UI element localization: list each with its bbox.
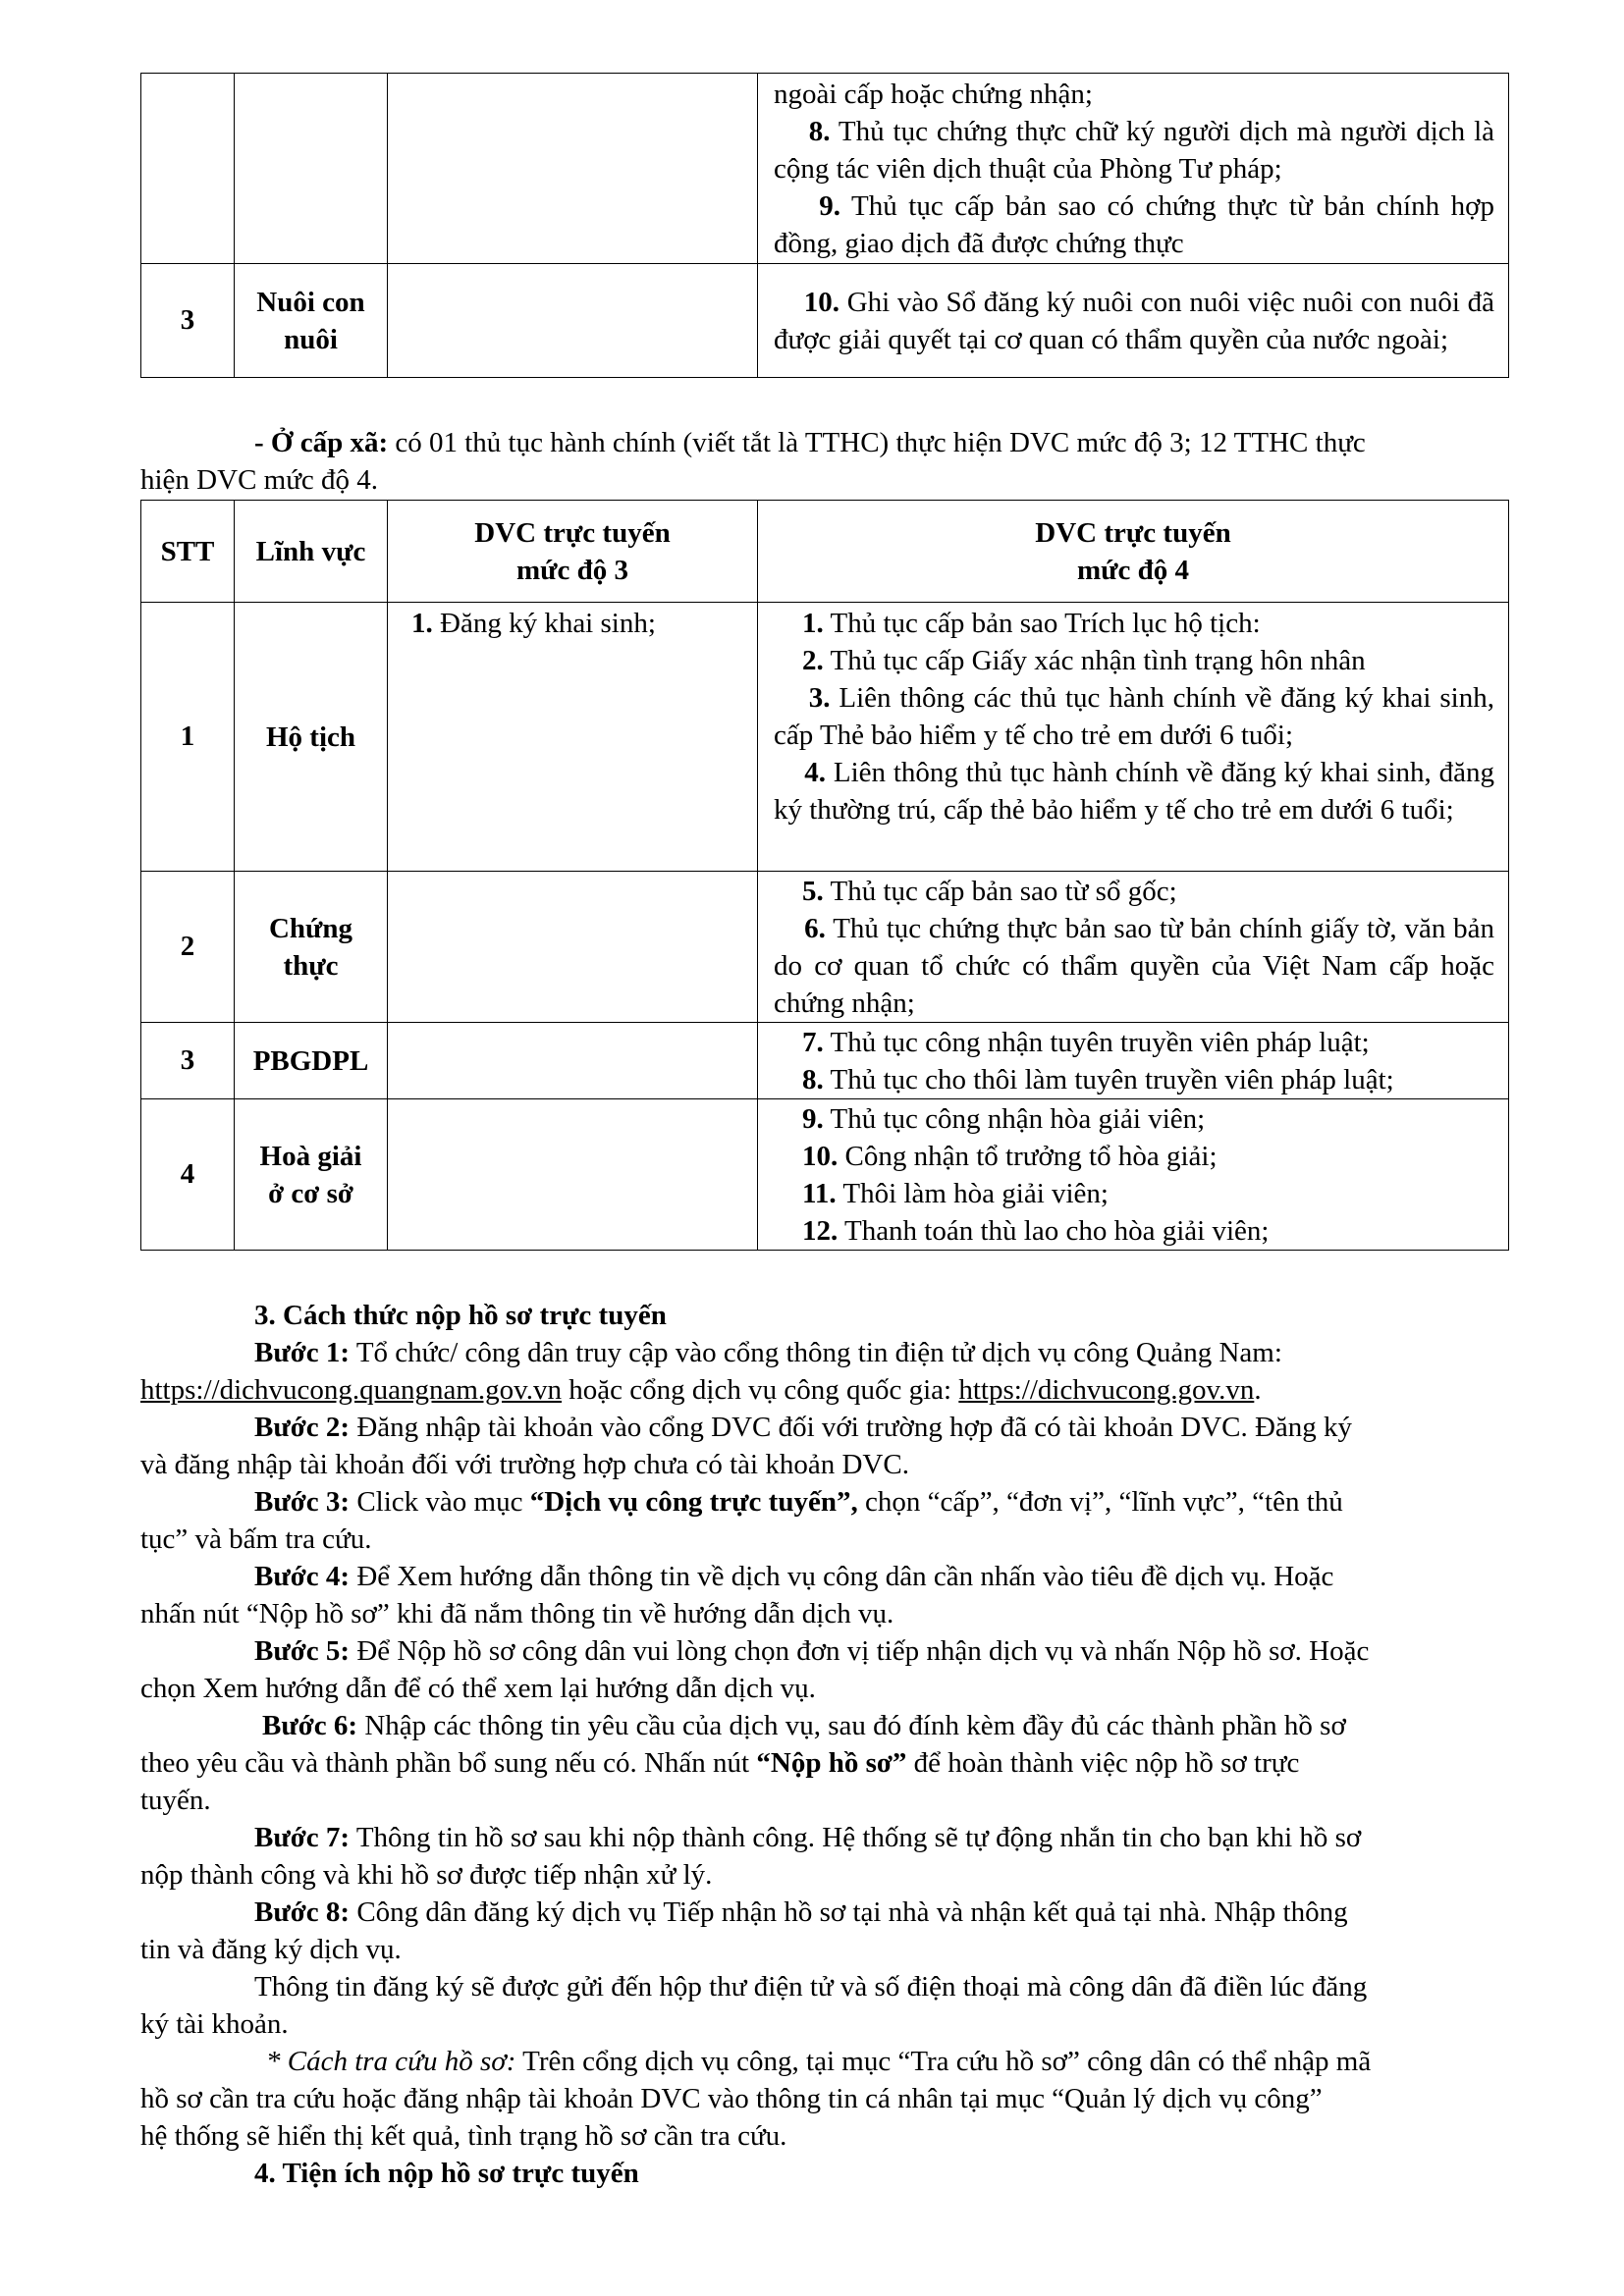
stt-cell: 3: [141, 1023, 235, 1099]
header-level4-line: DVC trực tuyến: [1035, 516, 1231, 549]
procedure-text: Thủ tục công nhận tuyên truyền viên pháp luật;: [823, 1026, 1370, 1058]
step-text: tin và đăng ký dịch vụ.: [140, 1934, 402, 1965]
step-5: [140, 1632, 1508, 1670]
continued-procedures-table: [140, 73, 1509, 378]
table-row: [141, 603, 1509, 872]
stt-cell: 1: [141, 603, 235, 872]
step-text: Nhập các thông tin yêu cầu của dịch vụ, sau đó đính kèm đầy đủ các thành phần hồ sơ: [357, 1710, 1346, 1741]
procedure-item: [774, 873, 1494, 910]
field-cell: Hộ tịch: [235, 603, 388, 872]
step-label: Bước 4:: [254, 1561, 351, 1592]
step-text: Đăng nhập tài khoản vào cổng DVC đối với trường hợp đã có tài khoản DVC. Đăng ký: [350, 1412, 1353, 1443]
procedure-item: [774, 76, 1494, 113]
info-text: Thông tin đăng ký sẽ được gửi đến hộp thư điện tử và số điện thoại mà công dân đã điền lúc đăng: [254, 1971, 1368, 2002]
table-row: [141, 872, 1509, 1023]
procedure-text: Thôi làm hòa giải viên;: [836, 1177, 1109, 1209]
procedure-text: Công nhận tổ trưởng tổ hòa giải;: [838, 1140, 1218, 1172]
step-emphasis: “Dịch vụ công trực tuyến”,: [529, 1486, 858, 1518]
commune-intro-text: hiện DVC mức độ 4.: [140, 464, 379, 496]
step-text: Thông tin hồ sơ sau khi nộp thành công. Hệ thống sẽ tự động nhắn tin cho bạn khi hồ sơ: [350, 1822, 1362, 1853]
info-text: ký tài khoản.: [140, 2008, 289, 2040]
procedure-text: Thủ tục công nhận hòa giải viên;: [823, 1102, 1206, 1135]
step-text: nhấn nút “Nộp hồ sơ” khi đã nắm thông tin về hướng dẫn dịch vụ.: [140, 1598, 894, 1629]
procedure-text: Ghi vào Sổ đăng ký nuôi con nuôi việc nuôi con nuôi đã được giải quyết tại cơ quan có thẩm quyền của nước ngoài;: [774, 286, 1495, 355]
commune-intro-text: có 01 thủ tục hành chính (viết tắt là TTHC) thực hiện DVC mức độ 3; 12 TTHC thực: [388, 427, 1366, 458]
step-3: [140, 1483, 1508, 1521]
level3-cell: [388, 264, 758, 378]
procedure-item: [774, 1100, 1494, 1138]
procedure-text: Thủ tục cấp bản sao từ sổ gốc;: [823, 875, 1177, 907]
lookup-label: * Cách tra cứu hồ sơ:: [266, 2046, 516, 2077]
stt-cell: 4: [141, 1099, 235, 1251]
procedure-number: 5.: [802, 875, 824, 907]
step-label: Bước 8:: [254, 1896, 351, 1928]
step-label: Bước 5:: [254, 1635, 351, 1667]
table-row: [141, 74, 1509, 264]
lookup-text: Trên cổng dịch vụ công, tại mục “Tra cứu hồ sơ” công dân có thể nhập mã: [515, 2046, 1372, 2077]
procedure-number: 10.: [802, 1140, 839, 1172]
step-2: [140, 1409, 1508, 1446]
header-field: Lĩnh vực: [235, 501, 388, 603]
procedure-text: Thủ tục cấp bản sao Trích lục hộ tịch:: [823, 608, 1261, 639]
procedure-number: 8.: [808, 115, 831, 147]
procedure-item: [774, 1024, 1494, 1061]
procedure-number: 3.: [808, 682, 831, 714]
procedure-item: [774, 642, 1494, 679]
stt-cell: 2: [141, 872, 235, 1023]
procedure-number: 1.: [802, 608, 824, 639]
step-text: chọn “cấp”, “đơn vị”, “lĩnh vực”, “tên thủ: [857, 1486, 1343, 1518]
section-3-heading: 3. Cách thức nộp hồ sơ trực tuyến: [254, 1300, 667, 1331]
header-level4-line: mức độ 4: [1076, 554, 1190, 586]
lookup-text: hồ sơ cần tra cứu hoặc đăng nhập tài khoản DVC vào thông tin cá nhân tại mục “Quản lý dịch vụ công”: [140, 2083, 1323, 2114]
step-text: Công dân đăng ký dịch vụ Tiếp nhận hồ sơ tại nhà và nhận kết quả tại nhà. Nhập thông: [350, 1896, 1348, 1928]
step-text: Click vào mục: [350, 1486, 530, 1518]
procedure-item: [774, 1212, 1494, 1250]
procedure-text: Thủ tục chứng thực bản sao từ bản chính giấy tờ, văn bản do cơ quan tổ chức có thẩm quyền của Việt Nam cấp hoặc chứng nhận;: [774, 912, 1494, 1019]
procedure-text: Thủ tục cho thôi làm tuyên truyền viên pháp luật;: [823, 1063, 1394, 1095]
header-stt: STT: [141, 501, 235, 603]
procedure-number: 7.: [802, 1026, 824, 1058]
procedure-text: Thủ tục cấp Giấy xác nhận tình trạng hôn nhân: [823, 645, 1366, 676]
procedure-number: 8.: [802, 1063, 824, 1095]
stt-cell: 3: [141, 264, 235, 378]
level4-cell: [758, 74, 1509, 264]
step-1: [140, 1334, 1508, 1371]
step-text: hoặc cổng dịch vụ công quốc gia:: [562, 1374, 959, 1406]
level4-cell: [758, 603, 1509, 872]
procedure-number: 12.: [802, 1214, 839, 1247]
step-6-cont: [140, 1744, 1508, 1782]
step-4: [140, 1558, 1508, 1595]
step-1-links: [140, 1371, 1508, 1409]
procedure-number: 4.: [804, 757, 827, 788]
procedure-text: Thủ tục chứng thực chữ ký người dịch mà người dịch là cộng tác viên dịch thuật của Phòng Tư pháp;: [774, 115, 1494, 185]
section-3: [140, 1297, 1508, 2192]
header-level4: [758, 501, 1509, 603]
procedure-text: Liên thông thủ tục hành chính về đăng ký khai sinh, đăng ký thường trú, cấp thẻ bảo hiểm y tế cho trẻ em dưới 6 tuổi;: [774, 757, 1494, 826]
stt-cell: [141, 74, 235, 264]
national-portal-link[interactable]: https://dichvucong.gov.vn: [958, 1374, 1255, 1406]
procedure-text: Thanh toán thù lao cho hòa giải viên;: [838, 1214, 1270, 1247]
lookup-text: hệ thống sẽ hiển thị kết quả, tình trạng hồ sơ cần tra cứu.: [140, 2120, 787, 2152]
procedure-number: 6.: [804, 912, 826, 944]
procedure-item: [774, 910, 1494, 1022]
step-text: Tổ chức/ công dân truy cập vào cổng thông tin điện tử dịch vụ công Quảng Nam:: [350, 1337, 1282, 1368]
procedure-text: Liên thông các thủ tục hành chính về đăng ký khai sinh, cấp Thẻ bảo hiểm y tế cho trẻ em dưới 6 tuổi;: [774, 682, 1494, 751]
procedure-text: ngoài cấp hoặc chứng nhận;: [774, 78, 1093, 110]
table-row: [141, 264, 1509, 378]
step-text: .: [1254, 1374, 1262, 1406]
level4-cell: [758, 872, 1509, 1023]
step-text: theo yêu cầu và thành phần bổ sung nếu có. Nhấn nút: [140, 1747, 757, 1779]
procedure-number: 11.: [802, 1177, 837, 1209]
step-text: để hoàn thành việc nộp hồ sơ trực: [906, 1747, 1300, 1779]
commune-intro-paragraph: [140, 424, 1508, 499]
level4-cell: [758, 264, 1509, 378]
procedure-text: Thủ tục cấp bản sao có chứng thực từ bản chính hợp đồng, giao dịch đã được chứng thực: [774, 189, 1494, 259]
step-text: và đăng nhập tài khoản đối với trường hợp chưa có tài khoản DVC.: [140, 1449, 909, 1480]
table-row: [141, 1099, 1509, 1251]
header-level3-line: mức độ 3: [515, 554, 629, 586]
field-cell: PBGDPL: [235, 1023, 388, 1099]
step-text: nộp thành công và khi hồ sơ được tiếp nhận xử lý.: [140, 1859, 713, 1891]
procedure-number: 9.: [819, 189, 840, 222]
header-level3: [388, 501, 758, 603]
step-text: Để Xem hướng dẫn thông tin về dịch vụ công dân cần nhấn vào tiêu đề dịch vụ. Hoặc: [350, 1561, 1334, 1592]
step-label: Bước 1:: [254, 1337, 351, 1368]
procedure-item: [774, 605, 1494, 642]
level4-cell: [758, 1099, 1509, 1251]
header-level3-line: DVC trực tuyến: [474, 516, 671, 549]
level3-cell: [388, 1023, 758, 1099]
step-text: tục” và bấm tra cứu.: [140, 1523, 372, 1555]
table-row: [141, 1023, 1509, 1099]
lookup-instructions: [140, 2043, 1508, 2080]
procedure-item: [774, 284, 1494, 358]
procedure-item: [774, 1138, 1494, 1175]
commune-procedures-table: [140, 500, 1509, 1251]
step-7: [140, 1819, 1508, 1856]
procedure-item: [774, 679, 1494, 754]
step-label: Bước 2:: [254, 1412, 351, 1443]
procedure-text: Đăng ký khai sinh;: [432, 608, 656, 639]
field-cell: [235, 74, 388, 264]
procedure-number: 10.: [803, 286, 840, 318]
step-text: chọn Xem hướng dẫn để có thể xem lại hướng dẫn dịch vụ.: [140, 1673, 816, 1704]
quangnam-portal-link[interactable]: https://dichvucong.quangnam.gov.vn: [140, 1374, 563, 1406]
procedure-number: 2.: [802, 645, 824, 676]
level3-cell: [388, 872, 758, 1023]
procedure-item: [774, 754, 1494, 828]
step-emphasis: “Nộp hồ sơ”: [756, 1747, 907, 1779]
field-cell: Nuôi con nuôi: [235, 264, 388, 378]
step-6: [140, 1707, 1508, 1744]
procedure-item: [774, 113, 1494, 187]
level3-cell: [388, 603, 758, 872]
step-label: Bước 6:: [262, 1710, 358, 1741]
procedure-item: [774, 187, 1494, 262]
step-label: Bước 7:: [254, 1822, 351, 1853]
step-8: [140, 1894, 1508, 1931]
level4-cell: [758, 1023, 1509, 1099]
field-cell: Chứng thực: [235, 872, 388, 1023]
step-text: Để Nộp hồ sơ công dân vui lòng chọn đơn vị tiếp nhận dịch vụ và nhấn Nộp hồ sơ. Hoặc: [350, 1635, 1370, 1667]
procedure-item: [774, 1175, 1494, 1212]
section-4-heading: 4. Tiện ích nộp hồ sơ trực tuyến: [254, 2158, 639, 2189]
procedure-number: 1.: [411, 608, 433, 639]
field-cell: Hoà giải ở cơ sở: [235, 1099, 388, 1251]
procedure-number: 9.: [802, 1102, 824, 1135]
step-label: Bước 3:: [254, 1486, 351, 1518]
commune-intro-label: - Ở cấp xã:: [254, 427, 389, 458]
procedure-item: [774, 1061, 1494, 1098]
level3-cell: [388, 74, 758, 264]
level3-cell: [388, 1099, 758, 1251]
step-text: tuyến.: [140, 1785, 211, 1816]
table-header-row: [141, 501, 1509, 603]
